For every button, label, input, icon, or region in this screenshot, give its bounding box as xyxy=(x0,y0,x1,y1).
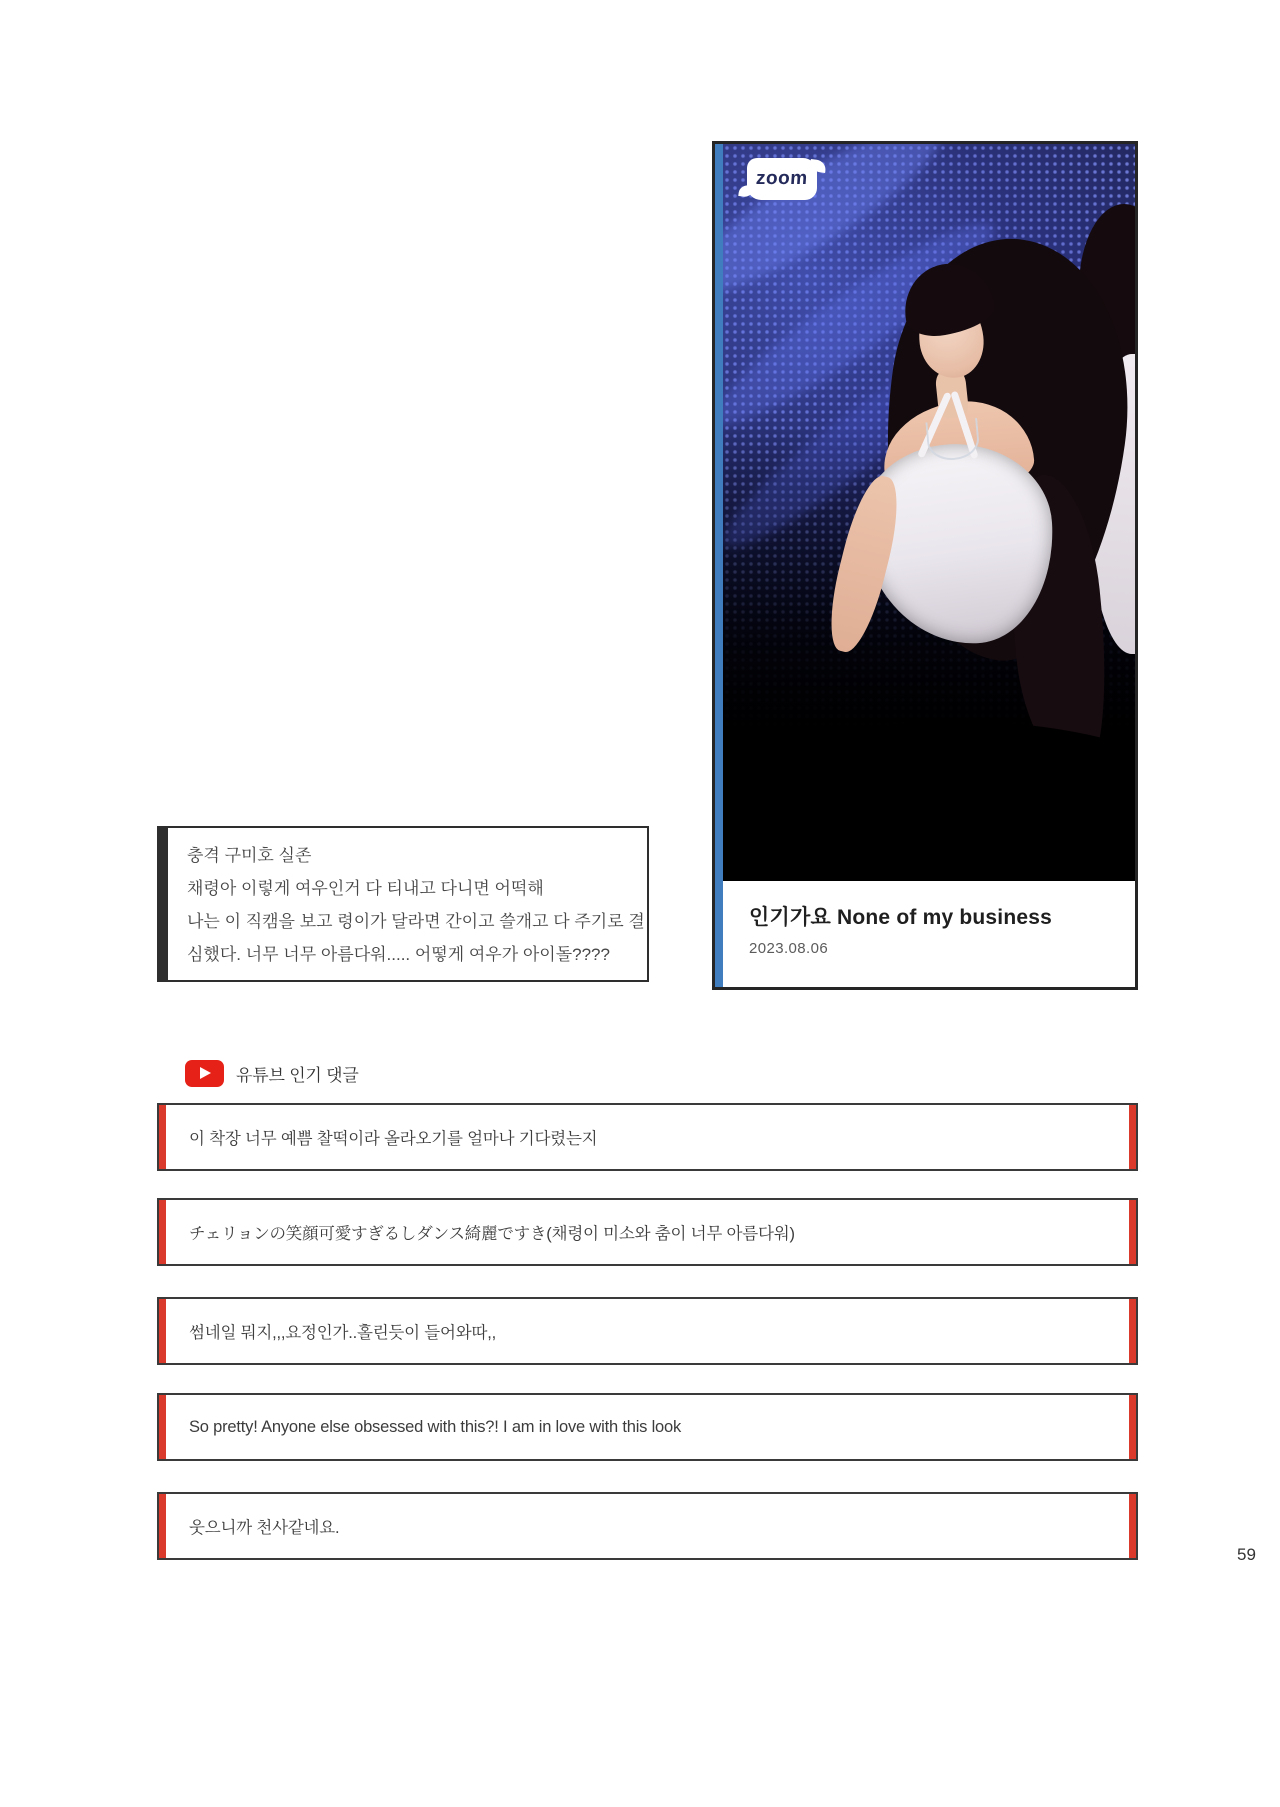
comment-accent-bar-left xyxy=(159,1105,166,1169)
comment-box xyxy=(157,1103,1138,1171)
fan-quote-box xyxy=(157,826,649,982)
comment-text: 이 착장 너무 예쁨 찰떡이라 올라오기를 얼마나 기다렸는지 xyxy=(189,1130,598,1148)
photo-caption xyxy=(723,881,1135,987)
stage-photo xyxy=(723,144,1135,881)
comment-accent-bar-left xyxy=(159,1200,166,1264)
comment-accent-bar-left xyxy=(159,1299,166,1363)
comment-accent-bar-right xyxy=(1129,1395,1136,1459)
youtube-comments-label: 유튜브 인기 댓글 xyxy=(236,1065,359,1085)
photo-title: 인기가요 None of my business xyxy=(749,906,1052,929)
comment-accent-bar-right xyxy=(1129,1494,1136,1558)
comment-text: 썸네일 뭐지,,,요정인가..홀린듯이 들어와따,, xyxy=(189,1324,497,1342)
comment-text: 웃으니까 천사같네요. xyxy=(189,1519,340,1537)
comment-text: So pretty! Anyone else obsessed with this?! I am in love with this look xyxy=(189,1417,682,1436)
zoom-logo-text: zoom xyxy=(755,168,809,189)
card-blue-accent-bar xyxy=(715,144,723,987)
comment-accent-bar-right xyxy=(1129,1200,1136,1264)
comment-text: チェリョンの笑顔可愛すぎるしダンス綺麗ですき(채령이 미소와 춤이 너무 아름다워) xyxy=(189,1225,795,1243)
comment-box xyxy=(157,1393,1138,1461)
zoom-logo-badge xyxy=(747,158,817,200)
photo-card xyxy=(712,141,1138,990)
comment-accent-bar-right xyxy=(1129,1299,1136,1363)
page-number: 59 xyxy=(1237,1545,1256,1564)
youtube-play-icon xyxy=(185,1060,224,1087)
comment-box xyxy=(157,1297,1138,1365)
photo-date: 2023.08.06 xyxy=(749,940,829,957)
quote-accent-bar xyxy=(159,828,168,980)
quote-line: 채령아 이렇게 여우인거 다 티내고 다니면 어떡해 xyxy=(187,879,544,898)
comment-box xyxy=(157,1492,1138,1560)
quote-line: 충격 구미호 실존 xyxy=(187,846,312,865)
foreground-silhouette xyxy=(723,721,1135,881)
quote-line: 심했다. 너무 너무 아름다워..... 어떻게 여우가 아이돌???? xyxy=(187,945,610,964)
youtube-comments-header xyxy=(185,1058,359,1088)
quote-line: 나는 이 직캠을 보고 령이가 달라면 간이고 쓸개고 다 주기로 결 xyxy=(187,912,645,931)
comment-box xyxy=(157,1198,1138,1266)
comment-accent-bar-right xyxy=(1129,1105,1136,1169)
comment-accent-bar-left xyxy=(159,1395,166,1459)
comment-accent-bar-left xyxy=(159,1494,166,1558)
